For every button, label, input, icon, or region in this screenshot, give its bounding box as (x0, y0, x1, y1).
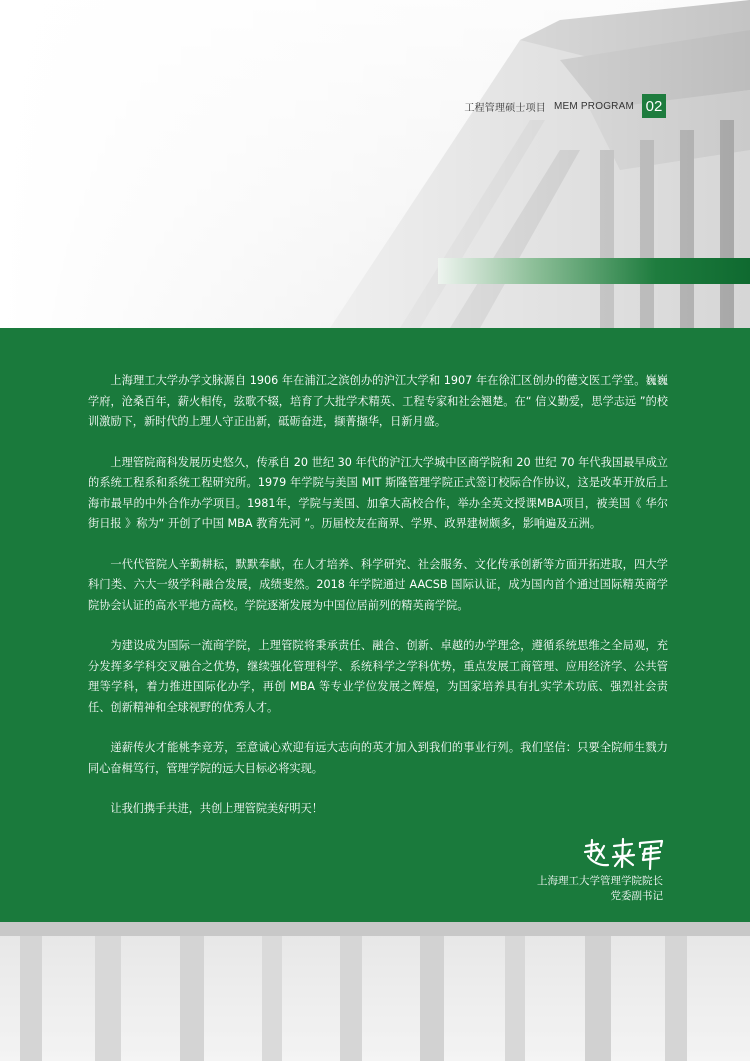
handwritten-signature (582, 836, 666, 870)
header-title-cn: 工程管理硕士项目 (464, 102, 547, 114)
paragraph-history: 上海理工大学办学文脉源自 1906 年在浦江之滨创办的沪江大学和 1907 年在徐汇区创办的德文医工学堂。巍巍学府，沧桑百年，薪火相传，弦歌不辍，培育了大批学术精英、工程专家和社会翘楚。在“ 信义勤爱，思学志远 ”的校训激励下，新时代的上理人守正出新，砥砺奋进，撷菁撷华，日新月盛。 (88, 374, 668, 428)
body-text (88, 371, 668, 840)
paragraph-achievements: 一代代管院人辛勤耕耘，默默奉献，在人才培养、科学研究、社会服务、文化传承创新等方面开拓进取，四大学科门类、六大一级学科融合发展，成绩斐然。2018 年学院通过 AACSB 国际认证，成为国内首个通过国际精英商学院协会认证的高水平地方高校。学院逐渐发展为中国位居前列的精英商学院。 (88, 557, 668, 612)
signature-title-secretary: 党委副书记 (610, 890, 663, 902)
page-number-badge: 02 (642, 94, 666, 118)
header-title-en: MEM PROGRAM (554, 100, 634, 112)
paragraph-closing: 让我们携手共进，共创上理管院美好明天！ (110, 802, 323, 815)
paragraph-invitation: 递薪传火才能桃李竞芳，至意诚心欢迎有远大志向的英才加入到我们的事业行列。我们坚信：只要全院师生戮力同心奋楫笃行，管理学院的远大目标必将实现。 (88, 741, 668, 775)
page-header (464, 94, 666, 118)
accent-gradient-bar (438, 258, 750, 284)
footer-colonnade-photo (0, 922, 750, 1061)
paragraph-vision: 为建设成为国际一流商学院，上理管院将秉承责任、融合、创新、卓越的办学理念，遵循系统思维之全局观，充分发挥多学科交叉融合之优势，继续强化管理科学、系统科学之学科优势，重点发展工商管理、应用经济学、公共管理等学科，着力推进国际化办学，再创 MBA 等专业学位发展之辉煌，为国家培养具有扎实学术功底、强烈社会责任、创新精神和全球视野的优秀人才。 (88, 639, 668, 714)
paragraph-business-school: 上理管院商科发展历史悠久，传承自 20 世纪 30 年代的沪江大学城中区商学院和 20 世纪 70 年代我国最早成立的系统工程系和系统工程研究所。1979 年学院与美国 MIT 斯隆管理学院正式签订校际合作协议，这是改革开放后上海市最早的中外合作办学项目。1981年，学院与美国、加拿大高校合作，举办全英文授课MBA项目，被美国《 华尔街日报 》称为“ 开创了中国 MBA 教育先河 ”。历届校友在商界、学界、政界建树颇多，影响遍及五洲。 (88, 455, 668, 530)
signature-title-dean: 上海理工大学管理学院院长 (537, 875, 663, 887)
